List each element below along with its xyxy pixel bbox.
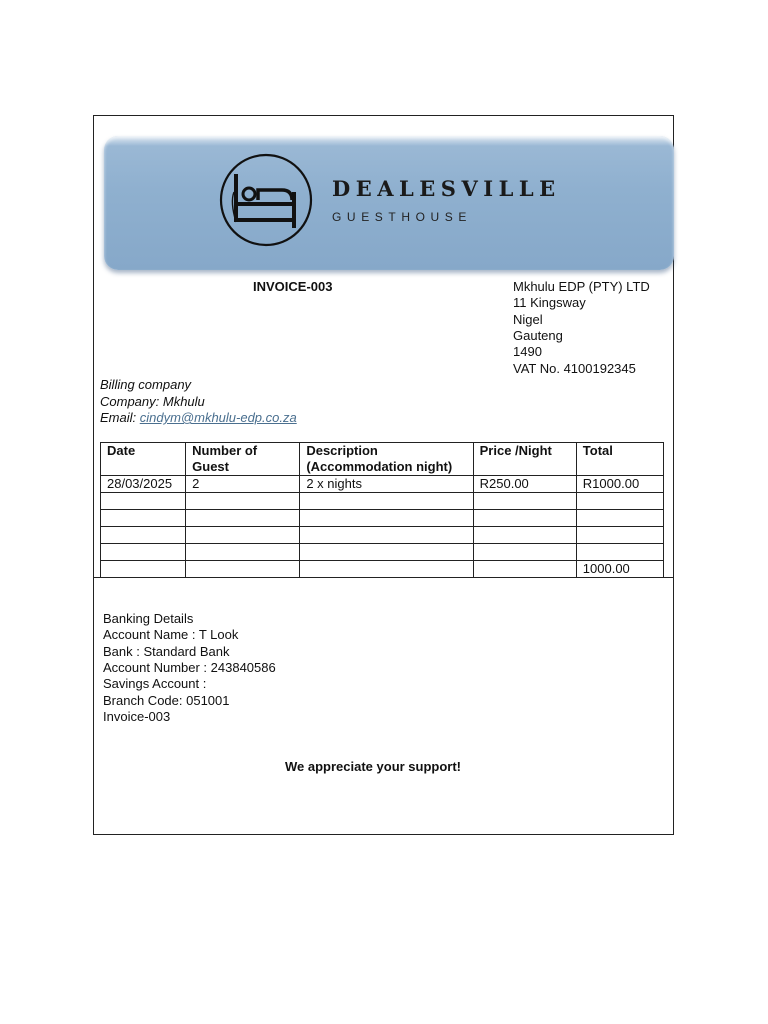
table-cell: 2 x nights bbox=[300, 476, 473, 493]
table-cell bbox=[576, 527, 663, 544]
banking-branch: Branch Code: 051001 bbox=[103, 693, 230, 708]
section-divider bbox=[93, 577, 674, 578]
table-cell bbox=[300, 510, 473, 527]
table-cell bbox=[473, 561, 576, 578]
company-postal: 1490 bbox=[513, 344, 542, 359]
banking-heading: Banking Details bbox=[103, 611, 194, 626]
invoice-table bbox=[100, 442, 664, 578]
table-total-row bbox=[101, 561, 664, 578]
company-province: Gauteng bbox=[513, 328, 563, 343]
grand-total: 1000.00 bbox=[576, 561, 663, 578]
table-cell bbox=[300, 527, 473, 544]
table-cell bbox=[101, 561, 186, 578]
company-name: Mkhulu EDP (PTY) LTD bbox=[513, 279, 650, 294]
table-cell: R1000.00 bbox=[576, 476, 663, 493]
table-cell bbox=[186, 544, 300, 561]
banking-bank: Bank : Standard Bank bbox=[103, 644, 230, 659]
table-cell bbox=[473, 510, 576, 527]
table-row bbox=[101, 476, 664, 493]
brand-name: DEALESVILLE bbox=[332, 176, 561, 201]
col-header-date: Date bbox=[101, 443, 186, 476]
table-cell bbox=[576, 510, 663, 527]
billing-email-line bbox=[100, 410, 297, 426]
table-row bbox=[101, 544, 664, 561]
table-cell bbox=[473, 493, 576, 510]
table-cell bbox=[101, 544, 186, 561]
table-cell bbox=[473, 527, 576, 544]
table-cell bbox=[186, 510, 300, 527]
col-header-description: Description (Accommodation night) bbox=[300, 443, 473, 476]
company-vat: VAT No. 4100192345 bbox=[513, 361, 636, 376]
table-cell bbox=[101, 493, 186, 510]
table-cell bbox=[186, 527, 300, 544]
billing-email-link[interactable]: cindym@mkhulu-edp.co.za bbox=[139, 410, 297, 425]
table-cell bbox=[101, 510, 186, 527]
table-cell: 28/03/2025 bbox=[101, 476, 186, 493]
col-header-total: Total bbox=[576, 443, 663, 476]
table-cell bbox=[101, 527, 186, 544]
billing-heading: Billing company bbox=[100, 377, 192, 392]
banking-reference: Invoice-003 bbox=[103, 709, 171, 724]
table-cell bbox=[473, 544, 576, 561]
banking-account-number: Account Number : 243840586 bbox=[103, 660, 276, 675]
header-banner bbox=[104, 136, 674, 270]
table-cell: 2 bbox=[186, 476, 300, 493]
table-cell: R250.00 bbox=[473, 476, 576, 493]
table-cell bbox=[300, 544, 473, 561]
bed-logo-icon bbox=[216, 152, 316, 248]
table-row bbox=[101, 527, 664, 544]
table-header-row bbox=[101, 443, 664, 476]
table-cell bbox=[576, 544, 663, 561]
brand-subtitle: GUESTHOUSE bbox=[332, 210, 473, 224]
table-cell bbox=[186, 493, 300, 510]
table-cell bbox=[186, 561, 300, 578]
banking-savings: Savings Account : bbox=[103, 676, 207, 691]
company-city: Nigel bbox=[513, 312, 543, 327]
invoice-title: INVOICE-003 bbox=[253, 279, 333, 294]
table-cell bbox=[300, 561, 473, 578]
thanks-message: We appreciate your support! bbox=[285, 759, 462, 774]
billing-email-label: Email: bbox=[100, 410, 140, 425]
col-header-guests: Number of Guest bbox=[186, 443, 300, 476]
col-header-price: Price /Night bbox=[473, 443, 576, 476]
table-cell bbox=[576, 493, 663, 510]
billing-company: Company: Mkhulu bbox=[100, 394, 205, 409]
table-cell bbox=[300, 493, 473, 510]
table-row bbox=[101, 493, 664, 510]
company-street: 11 Kingsway bbox=[513, 295, 586, 310]
table-row bbox=[101, 510, 664, 527]
banking-account-name: Account Name : T Look bbox=[103, 627, 239, 642]
